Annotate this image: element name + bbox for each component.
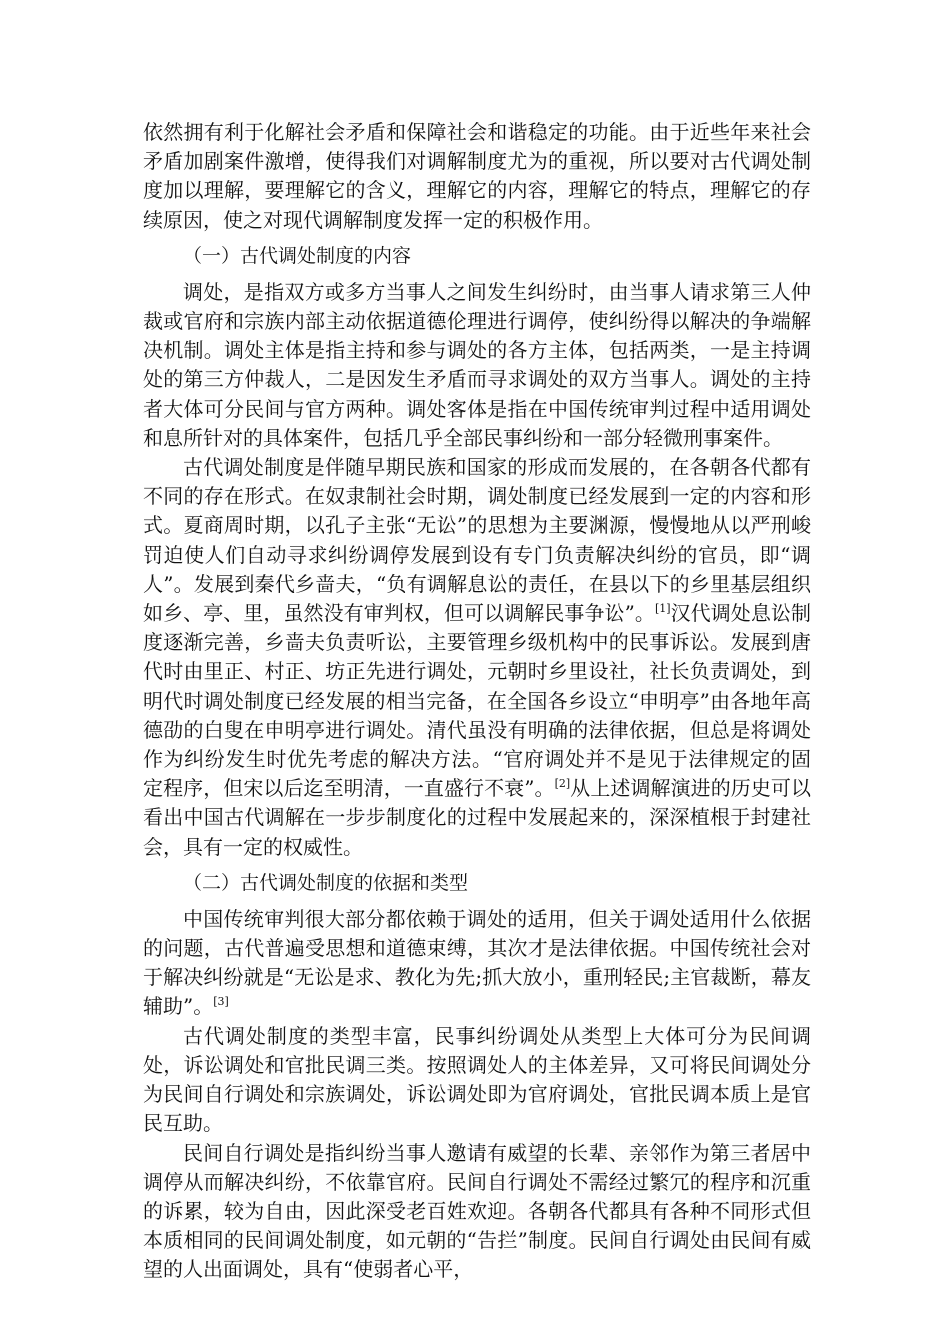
footnote-ref-1: [1] xyxy=(654,602,671,616)
document-page xyxy=(143,118,811,1285)
paragraph-basis-text: 中国传统审判很大部分都依赖于调处的适用，但关于调处适用什么依据的问题，古代普遍受思想和道德束缚，其次才是法律依据。中国传统社会对于解决纠纷就是“无讼是求、教化为先;抓大放小，重刑轻民;主官裁断，幕友辅助”。 xyxy=(143,906,811,1019)
paragraph-folk-mediation: 民间自行调处是指纠纷当事人邀请有威望的长辈、亲邻作为第三者居中调停从而解决纠纷，不依靠官府。民间自行调处不需经过繁冗的程序和沉重的诉累，较为自由，因此深受老百姓欢迎。各朝各代都具有各种不同形式但本质相同的民间调处制度，如元朝的“告拦”制度。民间自行调处由民间有威望的人出面调处，具有“使弱者心平， xyxy=(143,1140,811,1282)
paragraph-definition: 调处，是指双方或多方当事人之间发生纠纷时，由当事人请求第三人仲裁或官府和宗族内部主动依据道德伦理进行调停，使纠纷得以解决的争端解决机制。调处主体是指主持和参与调处的各方主体，包括两类，一是主持调处的第三方仲裁人，二是因发生矛盾而寻求调处的双方当事人。调处的主持者大体可分民间与官方两种。调处客体是指在中国传统审判过程中适用调处和息所针对的具体案件，包括几乎全部民事纠纷和一部分轻微刑事案件。 xyxy=(143,279,811,450)
paragraph-history xyxy=(143,453,811,862)
paragraph-history-part-b: 汉代调处息讼制度逐渐完善，乡啬夫负责听讼，主要管理乡级机构中的民事诉讼。发展到唐代时由里正、村正、坊正先进行调处，元朝时乡里设社，社长负责调处，到明代时调处制度已经发展的相当完备，在全国各乡设立“申明亭”由各地年高德劭的白叟在申明亭进行调处。清代虽没有明确的法律依据，但总是将调处作为纠纷发生时优先考虑的解决方法。“官府调处并不是见于法律规定的固定程序，但宋以后迄至明清，一直盛行不衰”。 xyxy=(143,601,811,801)
paragraph-history-part-a: 古代调处制度是伴随早期民族和国家的形成而发展的，在各朝各代都有不同的存在形式。在奴隶制社会时期，调处制度已经发展到一定的内容和形式。夏商周时期，以孔子主张“无讼”的思想为主要渊源，慢慢地从以严刑峻罚迫使人们自动寻求纠纷调停发展到设有专门负责解决纠纷的官员，即“调人”。发展到秦代乡啬夫，“负有调解息讼的责任，在县以下的乡里基层组织如乡、亭、里，虽然没有审判权，但可以调解民事争讼”。 xyxy=(143,455,811,626)
footnote-ref-2: [2] xyxy=(554,777,571,791)
paragraph-types: 古代调处制度的类型丰富，民事纠纷调处从类型上大体可分为民间调处，诉讼调处和官批民调三类。按照调处人的主体差异，又可将民间调处分为民间自行调处和宗族调处，诉讼调处即为官府调处，官批民调本质上是官民互助。 xyxy=(143,1023,811,1136)
footnote-ref-3: [3] xyxy=(213,995,229,1009)
section-heading-basis-types: （二）古代调处制度的依据和类型 xyxy=(183,871,469,894)
section-heading-content: （一）古代调处制度的内容 xyxy=(183,244,412,267)
paragraph-history-part-c: 从上述调解演进的历史可以看出中国古代调解在一步步制度化的过程中发展起来的，深深植根于封建社会，具有一定的权威性。 xyxy=(143,776,811,859)
paragraph-continued: 依然拥有利于化解社会矛盾和保障社会和谐稳定的功能。由于近些年来社会矛盾加剧案件激增，使得我们对调解制度尤为的重视，所以要对古代调处制度加以理解，要理解它的含义，理解它的内容，理解它的特点，理解它的存续原因，使之对现代调解制度发挥一定的积极作用。 xyxy=(143,120,811,232)
paragraph-basis xyxy=(143,905,811,1022)
